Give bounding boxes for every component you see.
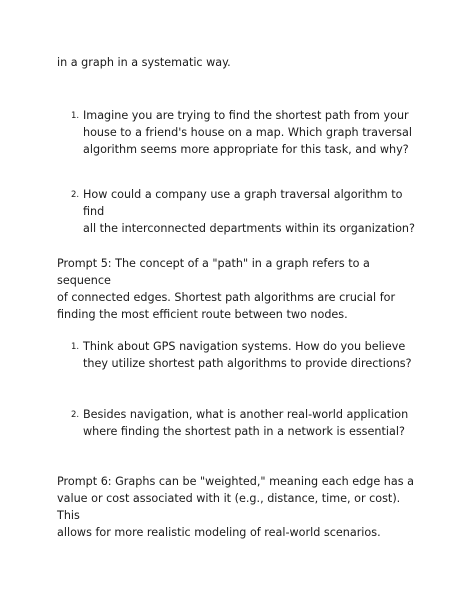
list-item-text: Think about GPS navigation systems. How do you believe they utilize shortest path algorithms to provide directions? [83, 340, 412, 370]
prompt-5-paragraph: Prompt 5: The concept of a "path" in a graph refers to a sequence of connected edges. Shortest path algorithms are crucial for finding the most efficient route between two nodes. [57, 257, 396, 321]
list-item-text: How could a company use a graph traversal algorithm to find all the interconnected departments within its organization? [83, 188, 415, 235]
list-number: 1. [71, 342, 80, 352]
list-item-text: Besides navigation, what is another real-world application where finding the shortest path in a network is essential? [83, 408, 409, 438]
intro-fragment: in a graph in a systematic way. [57, 56, 231, 69]
prompt-6-paragraph: Prompt 6: Graphs can be "weighted," meaning each edge has a value or cost associated with it (e.g., distance, time, or cost). This allows for more realistic modeling of real-world scenarios. [57, 475, 414, 539]
list-item-text: Imagine you are trying to find the shortest path from your house to a friend's house on a map. Which graph traversal algorithm seems more appropriate for this task, and why? [83, 109, 412, 156]
list-number: 2. [71, 410, 80, 420]
list-number: 1. [71, 111, 80, 121]
list-number: 2. [71, 190, 80, 200]
